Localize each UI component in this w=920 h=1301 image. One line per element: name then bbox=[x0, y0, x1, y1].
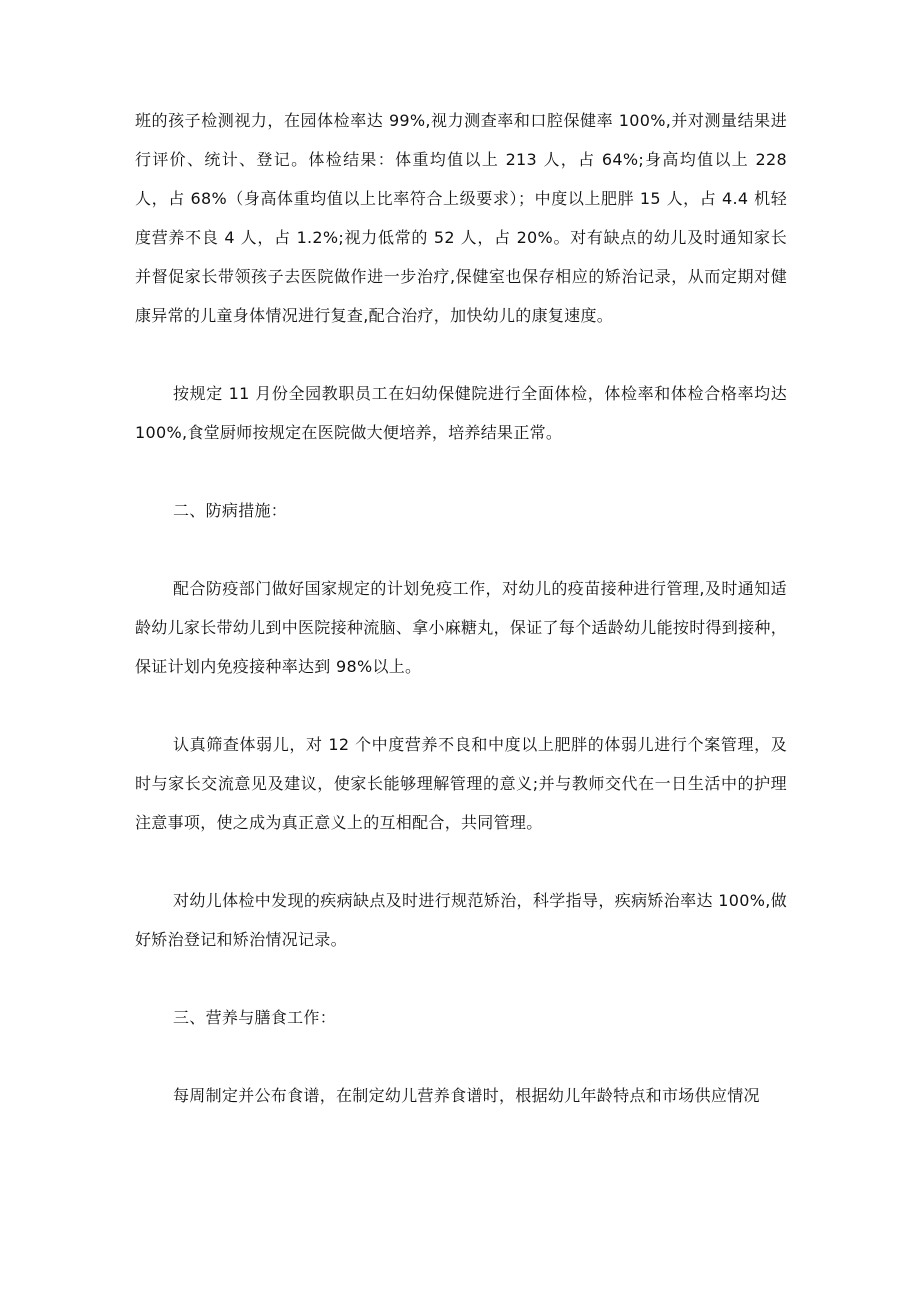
paragraph-immunization: 配合防疫部门做好国家规定的计划免疫工作，对幼儿的疫苗接种进行管理,及时通知适龄幼儿家长带幼儿到中医院接种流脑、拿小麻糖丸，保证了每个适龄幼儿能按时得到接种，保证计划内免疫接种率达到 98%以上。 bbox=[135, 579, 788, 676]
section-heading-nutrition-meals: 三、营养与膳食工作： bbox=[173, 1008, 337, 1027]
paragraph-health-check-results: 班的孩子检测视力，在园体检率达 99%,视力测查率和口腔保健率 100%,并对测量结果进行评价、统计、登记。体检结果：体重均值以上 213 人，占 64%;身高均值以上 228 人，占 68%（身高体重均值以上比率符合上级要求）；中度以上肥胖 15 人，占 4.4 机轻度营养不良 4 人，占 1.2%;视力低常的 52 人，占 20%。对有缺点的幼儿及时通知家长并督促家长带领孩子去医院做作进一步治疗,保健室也保存相应的矫治记录，从而定期对健康异常的儿童身体情况进行复查,配合治疗，加快幼儿的康复速度。 bbox=[135, 111, 787, 325]
paragraph-staff-physical-exam: 按规定 11 月份全园教职员工在妇幼保健院进行全面体检，体检率和体检合格率均达 100%,食堂厨师按规定在医院做大便培养，培养结果正常。 bbox=[135, 384, 787, 442]
document-body bbox=[135, 101, 787, 1115]
section-heading-disease-prevention: 二、防病措施： bbox=[173, 501, 288, 520]
paragraph-weekly-menu: 每周制定并公布食谱，在制定幼儿营养食谱时，根据幼儿年龄特点和市场供应情况 bbox=[173, 1086, 760, 1105]
paragraph-disease-correction: 对幼儿体检中发现的疾病缺点及时进行规范矫治，科学指导，疾病矫治率达 100%,做好矫治登记和矫治情况记录。 bbox=[135, 891, 787, 949]
paragraph-weak-children-management: 认真筛查体弱儿，对 12 个中度营养不良和中度以上肥胖的体弱儿进行个案管理，及时与家长交流意见及建议，使家长能够理解管理的意义;并与教师交代在一日生活中的护理注意事项，使之成为真正意义上的互相配合，共同管理。 bbox=[135, 735, 787, 832]
